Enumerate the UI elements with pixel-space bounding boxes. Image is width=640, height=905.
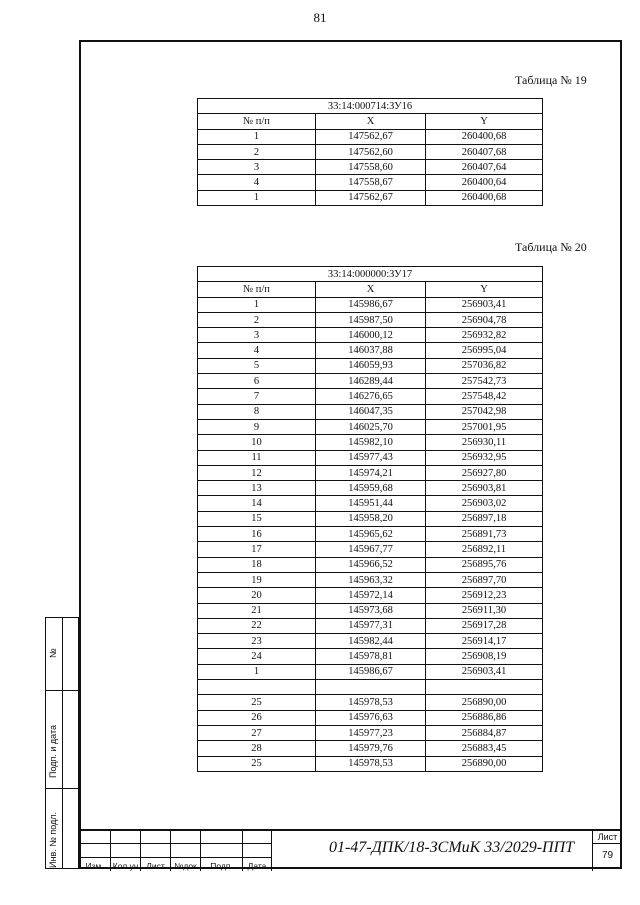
table-row [198, 343, 543, 358]
side-label-inv: Инв. № подл. [48, 811, 58, 868]
stamp-col-label: Лист [146, 861, 165, 871]
point-number-cell: 12 [198, 465, 316, 480]
y-coordinate-cell [426, 680, 543, 695]
y-coordinate-cell: 260407,64 [426, 160, 543, 175]
title-block [79, 829, 622, 871]
y-coordinate-cell: 256903,41 [426, 664, 543, 679]
document-code: 01-47-ДПК/18-ЗСМиК 33/2029-ППТ [328, 839, 575, 856]
stamp-col-label: №док [174, 861, 197, 871]
side-divider [62, 618, 63, 868]
table-header-row [198, 282, 543, 297]
stamp-col-label: Подп. [210, 861, 233, 871]
stamp-col-izm [79, 831, 111, 871]
table-row [198, 358, 543, 373]
x-coordinate-cell: 145963,32 [316, 572, 426, 587]
x-coordinate-cell: 146289,44 [316, 374, 426, 389]
table-row [198, 542, 543, 557]
point-number-cell: 14 [198, 496, 316, 511]
table-row [198, 725, 543, 740]
y-coordinate-cell: 256891,73 [426, 527, 543, 542]
stamp-col-kol [111, 831, 141, 871]
point-number-cell: 25 [198, 756, 316, 771]
point-number-cell: 22 [198, 618, 316, 633]
y-coordinate-cell: 256912,23 [426, 588, 543, 603]
y-coordinate-cell: 257542,73 [426, 374, 543, 389]
point-number-cell: 3 [198, 160, 316, 175]
table-row [198, 374, 543, 389]
y-coordinate-cell: 256932,82 [426, 328, 543, 343]
x-coordinate-cell: 146059,93 [316, 358, 426, 373]
table-row [198, 404, 543, 419]
x-coordinate-cell: 145978,81 [316, 649, 426, 664]
table-row [198, 389, 543, 404]
y-coordinate-cell: 256927,80 [426, 465, 543, 480]
coordinates-table-19 [197, 98, 543, 206]
y-coordinate-cell: 256884,87 [426, 725, 543, 740]
x-coordinate-cell: 145959,68 [316, 481, 426, 496]
table-row [198, 481, 543, 496]
column-header: X [316, 114, 426, 129]
page-number: 81 [313, 10, 327, 25]
table-row [198, 175, 543, 190]
point-number-cell: 3 [198, 328, 316, 343]
y-coordinate-cell: 256892,11 [426, 542, 543, 557]
column-header: Y [426, 282, 543, 297]
table-row [198, 160, 543, 175]
coordinates-table-20 [197, 266, 543, 772]
table-row [198, 312, 543, 327]
point-number-cell: 20 [198, 588, 316, 603]
table-row [198, 435, 543, 450]
side-row-line [46, 690, 78, 691]
side-stamp-panel [45, 617, 79, 869]
x-coordinate-cell: 145987,50 [316, 312, 426, 327]
stamp-col-label: Кол.уч [112, 861, 139, 871]
point-number-cell: 16 [198, 527, 316, 542]
table-row [198, 496, 543, 511]
point-number-cell [198, 680, 316, 695]
x-coordinate-cell: 147558,60 [316, 160, 426, 175]
point-number-cell: 17 [198, 542, 316, 557]
table-row [198, 419, 543, 434]
y-coordinate-cell: 256886,86 [426, 710, 543, 725]
x-coordinate-cell: 145967,77 [316, 542, 426, 557]
stamp-col-data [243, 831, 272, 871]
x-coordinate-cell: 146000,12 [316, 328, 426, 343]
point-number-cell: 23 [198, 634, 316, 649]
table-row [198, 450, 543, 465]
x-coordinate-cell: 145977,43 [316, 450, 426, 465]
table-row [198, 144, 543, 159]
point-number-cell: 26 [198, 710, 316, 725]
stamp-col-podp [201, 831, 243, 871]
table-row [198, 649, 543, 664]
x-coordinate-cell: 145958,20 [316, 511, 426, 526]
y-coordinate-cell: 256995,04 [426, 343, 543, 358]
y-coordinate-cell: 256930,11 [426, 435, 543, 450]
x-coordinate-cell: 146047,35 [316, 404, 426, 419]
y-coordinate-cell: 256908,19 [426, 649, 543, 664]
table-row [198, 588, 543, 603]
sheet-label: Лист [593, 831, 622, 844]
point-number-cell: 4 [198, 175, 316, 190]
x-coordinate-cell: 145974,21 [316, 465, 426, 480]
sheet-number: 79 [601, 850, 614, 861]
point-number-cell: 24 [198, 649, 316, 664]
point-number-cell: 1 [198, 297, 316, 312]
point-number-cell: 13 [198, 481, 316, 496]
stamp-col-ndok [171, 831, 201, 871]
table-title-row [198, 99, 543, 114]
y-coordinate-cell: 256883,45 [426, 741, 543, 756]
table-row [198, 603, 543, 618]
column-header: Y [426, 114, 543, 129]
y-coordinate-cell: 257036,82 [426, 358, 543, 373]
y-coordinate-cell: 256890,00 [426, 756, 543, 771]
point-number-cell: 21 [198, 603, 316, 618]
table-19-caption: Таблица № 19 [515, 73, 587, 87]
y-coordinate-cell: 256903,41 [426, 297, 543, 312]
y-coordinate-cell: 256917,28 [426, 618, 543, 633]
table-title: 33:14:000000:ЗУ17 [198, 267, 543, 282]
x-coordinate-cell: 146276,65 [316, 389, 426, 404]
table-title-row [198, 267, 543, 282]
table-row [198, 741, 543, 756]
y-coordinate-cell: 256911,30 [426, 603, 543, 618]
table-row [198, 511, 543, 526]
table-row [198, 328, 543, 343]
point-number-cell: 28 [198, 741, 316, 756]
y-coordinate-cell: 256897,70 [426, 572, 543, 587]
point-number-cell: 10 [198, 435, 316, 450]
side-row-line [46, 788, 78, 789]
table-row [198, 297, 543, 312]
table-row [198, 190, 543, 205]
point-number-cell: 19 [198, 572, 316, 587]
point-number-cell: 1 [198, 129, 316, 144]
x-coordinate-cell: 146025,70 [316, 419, 426, 434]
table-row [198, 710, 543, 725]
x-coordinate-cell: 145982,10 [316, 435, 426, 450]
stamp-col-label: Дата [247, 861, 267, 871]
x-coordinate-cell: 147558,67 [316, 175, 426, 190]
stamp-col-list [141, 831, 171, 871]
x-coordinate-cell [316, 680, 426, 695]
x-coordinate-cell: 145965,62 [316, 527, 426, 542]
y-coordinate-cell: 256890,00 [426, 695, 543, 710]
y-coordinate-cell: 257548,42 [426, 389, 543, 404]
table-row [198, 527, 543, 542]
point-number-cell: 6 [198, 374, 316, 389]
point-number-cell: 1 [198, 190, 316, 205]
y-coordinate-cell: 256904,78 [426, 312, 543, 327]
y-coordinate-cell: 257042,98 [426, 404, 543, 419]
y-coordinate-cell: 256903,02 [426, 496, 543, 511]
table-20-caption: Таблица № 20 [515, 240, 587, 254]
point-number-cell: 11 [198, 450, 316, 465]
point-number-cell: 15 [198, 511, 316, 526]
table-row [198, 756, 543, 771]
x-coordinate-cell: 147562,60 [316, 144, 426, 159]
x-coordinate-cell: 145977,23 [316, 725, 426, 740]
table-row [198, 664, 543, 679]
table-row [198, 557, 543, 572]
table-row [198, 129, 543, 144]
y-coordinate-cell: 256895,76 [426, 557, 543, 572]
point-number-cell: 25 [198, 695, 316, 710]
column-header: № п/п [198, 282, 316, 297]
point-number-cell: 9 [198, 419, 316, 434]
y-coordinate-cell: 256914,17 [426, 634, 543, 649]
column-header: X [316, 282, 426, 297]
point-number-cell: 18 [198, 557, 316, 572]
point-number-cell: 2 [198, 144, 316, 159]
column-header: № п/п [198, 114, 316, 129]
y-coordinate-cell: 260400,68 [426, 129, 543, 144]
point-number-cell: 7 [198, 389, 316, 404]
x-coordinate-cell: 145972,14 [316, 588, 426, 603]
x-coordinate-cell: 147562,67 [316, 190, 426, 205]
x-coordinate-cell: 145979,76 [316, 741, 426, 756]
table-row [198, 695, 543, 710]
table-row [198, 618, 543, 633]
side-label-number: № [48, 648, 58, 658]
table-row [198, 465, 543, 480]
y-coordinate-cell: 256903,81 [426, 481, 543, 496]
y-coordinate-cell: 260407,68 [426, 144, 543, 159]
point-number-cell: 2 [198, 312, 316, 327]
x-coordinate-cell: 145973,68 [316, 603, 426, 618]
x-coordinate-cell: 145966,52 [316, 557, 426, 572]
y-coordinate-cell: 260400,68 [426, 190, 543, 205]
point-number-cell: 27 [198, 725, 316, 740]
point-number-cell: 8 [198, 404, 316, 419]
y-coordinate-cell: 256932,95 [426, 450, 543, 465]
y-coordinate-cell: 256897,18 [426, 511, 543, 526]
x-coordinate-cell: 145986,67 [316, 664, 426, 679]
point-number-cell: 4 [198, 343, 316, 358]
sheet-cell [592, 831, 622, 871]
x-coordinate-cell: 145986,67 [316, 297, 426, 312]
point-number-cell: 1 [198, 664, 316, 679]
x-coordinate-cell: 145951,44 [316, 496, 426, 511]
x-coordinate-cell: 146037,88 [316, 343, 426, 358]
table-row [198, 680, 543, 695]
stamp-col-label: Изм. [85, 861, 104, 871]
y-coordinate-cell: 260400,64 [426, 175, 543, 190]
table-header-row [198, 114, 543, 129]
x-coordinate-cell: 145976,63 [316, 710, 426, 725]
x-coordinate-cell: 145982,44 [316, 634, 426, 649]
x-coordinate-cell: 145977,31 [316, 618, 426, 633]
y-coordinate-cell: 257001,95 [426, 419, 543, 434]
table-title: 33:14:000714:ЗУ16 [198, 99, 543, 114]
side-label-signature: Подп. и дата [48, 724, 58, 778]
table-row [198, 634, 543, 649]
x-coordinate-cell: 145978,53 [316, 756, 426, 771]
table-row [198, 572, 543, 587]
x-coordinate-cell: 145978,53 [316, 695, 426, 710]
x-coordinate-cell: 147562,67 [316, 129, 426, 144]
point-number-cell: 5 [198, 358, 316, 373]
